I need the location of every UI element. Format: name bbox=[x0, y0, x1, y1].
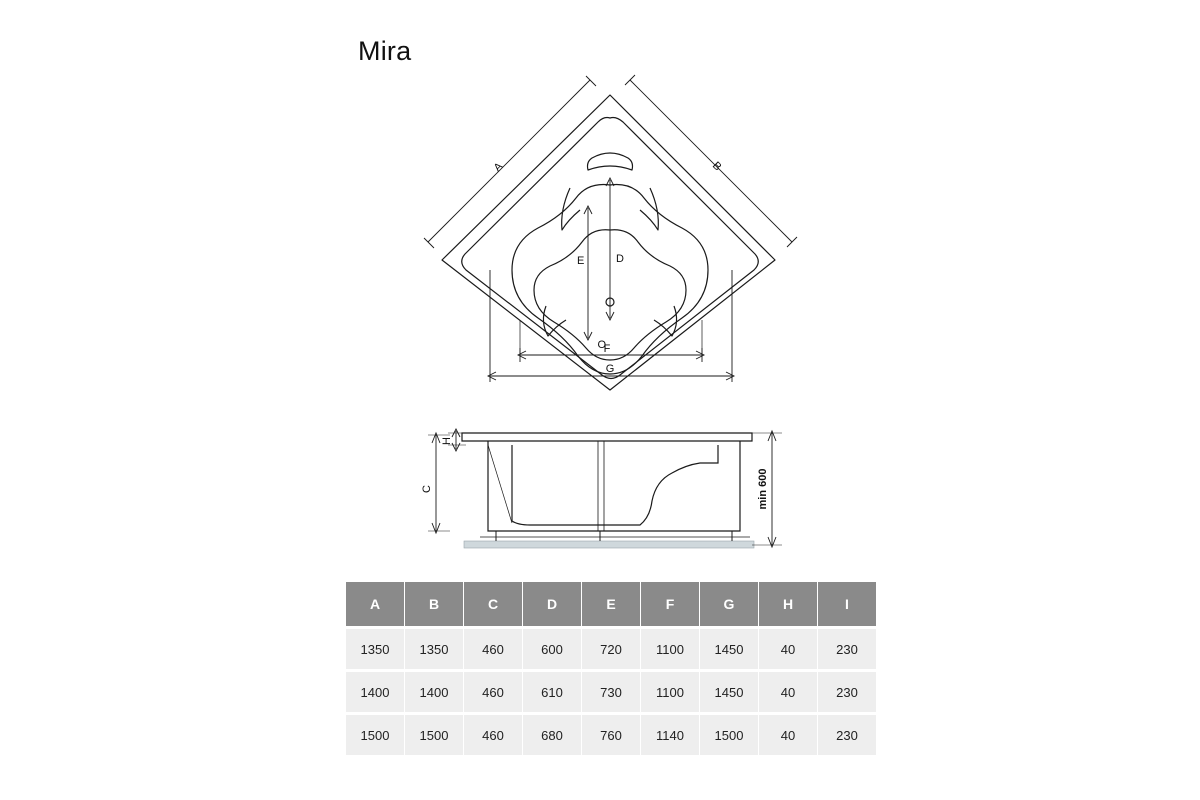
label-c: C bbox=[421, 485, 433, 493]
cell-h: 40 bbox=[759, 628, 818, 671]
table-header-h: H bbox=[759, 582, 818, 628]
cell-b: 1500 bbox=[405, 714, 464, 756]
cell-a: 1400 bbox=[346, 671, 405, 714]
cell-d: 680 bbox=[523, 714, 582, 756]
table-row bbox=[346, 628, 877, 671]
cell-g: 1450 bbox=[700, 671, 759, 714]
dim-line-a bbox=[428, 80, 590, 242]
cell-b: 1400 bbox=[405, 671, 464, 714]
cell-b: 1350 bbox=[405, 628, 464, 671]
cell-i: 230 bbox=[818, 714, 877, 756]
label-o: O bbox=[597, 339, 606, 351]
cell-h: 40 bbox=[759, 671, 818, 714]
cell-f: 1100 bbox=[641, 671, 700, 714]
table-header-f: F bbox=[641, 582, 700, 628]
table-header-row bbox=[346, 582, 877, 628]
cell-d: 610 bbox=[523, 671, 582, 714]
table-header-e: E bbox=[582, 582, 641, 628]
label-f-visible: F bbox=[603, 343, 611, 355]
table-header-d: D bbox=[523, 582, 582, 628]
table-header-i: I bbox=[818, 582, 877, 628]
cell-e: 760 bbox=[582, 714, 641, 756]
cell-e: 720 bbox=[582, 628, 641, 671]
table-row bbox=[346, 714, 877, 756]
label-g: G bbox=[605, 363, 615, 375]
cell-f: 1100 bbox=[641, 628, 700, 671]
table-header-b: B bbox=[405, 582, 464, 628]
cell-g: 1500 bbox=[700, 714, 759, 756]
cell-i: 230 bbox=[818, 628, 877, 671]
bath-inner-profile bbox=[512, 445, 718, 525]
frame-divider bbox=[598, 441, 604, 531]
label-e: E bbox=[577, 255, 585, 267]
label-h: H bbox=[441, 437, 453, 445]
cell-i: 230 bbox=[818, 671, 877, 714]
table-row bbox=[346, 671, 877, 714]
label-a: A bbox=[491, 160, 506, 175]
table-header-a: A bbox=[346, 582, 405, 628]
dimensions-table bbox=[345, 581, 877, 756]
bath-panel bbox=[488, 441, 740, 531]
bath-side-view-diagram bbox=[400, 405, 820, 565]
cell-h: 40 bbox=[759, 714, 818, 756]
floor-line bbox=[464, 541, 754, 548]
cell-c: 460 bbox=[464, 671, 523, 714]
armrest-left bbox=[562, 188, 580, 230]
table-header-g: G bbox=[700, 582, 759, 628]
label-min-clearance: min 600 bbox=[757, 468, 769, 510]
cell-f: 1140 bbox=[641, 714, 700, 756]
cell-a: 1350 bbox=[346, 628, 405, 671]
cell-g: 1450 bbox=[700, 628, 759, 671]
cell-d: 600 bbox=[523, 628, 582, 671]
dim-line-b bbox=[630, 80, 792, 242]
cell-a: 1500 bbox=[346, 714, 405, 756]
headrest-outline bbox=[588, 153, 633, 170]
cell-c: 460 bbox=[464, 714, 523, 756]
cell-c: 460 bbox=[464, 628, 523, 671]
label-d: D bbox=[616, 253, 624, 265]
table-header-c: C bbox=[464, 582, 523, 628]
label-b: B bbox=[709, 159, 724, 174]
armrest-right bbox=[640, 188, 658, 230]
corner-bath-top-view-diagram bbox=[420, 70, 820, 400]
page-title: Mira bbox=[358, 36, 412, 66]
bath-rim-slab bbox=[462, 433, 752, 441]
cell-e: 730 bbox=[582, 671, 641, 714]
